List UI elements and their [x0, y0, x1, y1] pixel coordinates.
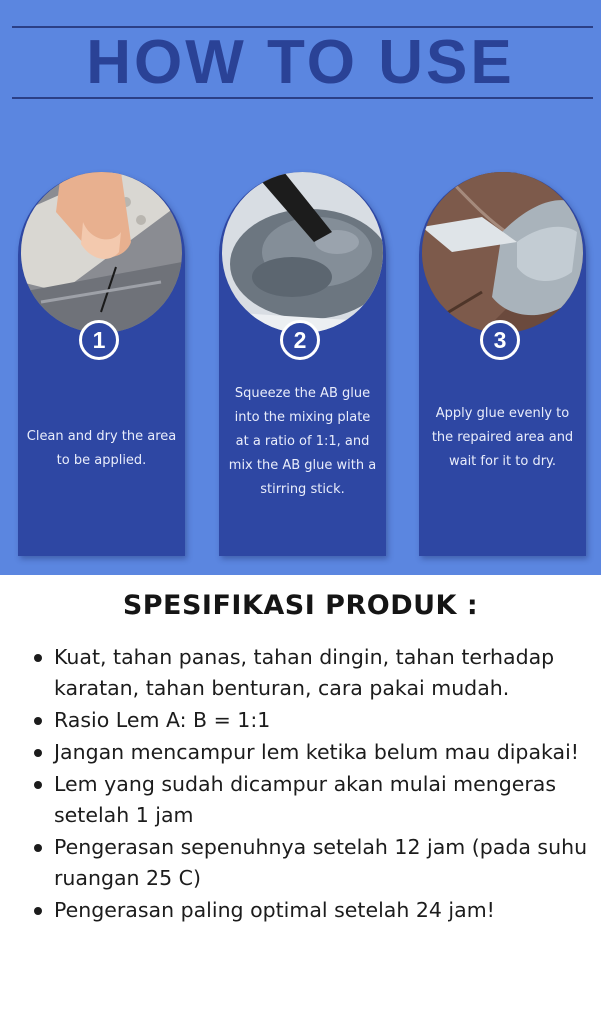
step-description: Squeeze the AB glue into the mixing plate at a ratio of 1:1, and mix the AB glue with a stirring stick.: [228, 386, 377, 497]
spec-item: Pengerasan sepenuhnya setelah 12 jam (pada suhu ruangan 25 C): [30, 832, 590, 894]
spec-item: Rasio Lem A: B = 1:1: [30, 705, 590, 736]
page-title: HOW TO USE: [86, 28, 515, 97]
spec-item: Jangan mencampur lem ketika belum mau dipakai!: [30, 737, 590, 768]
step-number-badge: 2: [280, 320, 320, 360]
step-1-photo-sanding: [21, 172, 182, 333]
step-3-photo-applying: [422, 172, 583, 333]
step-2-photo-mixing: [222, 172, 383, 333]
spec-item: Lem yang sudah dicampur akan mulai mengeras setelah 1 jam: [30, 769, 590, 831]
step-description: Clean and dry the area to be applied.: [26, 429, 177, 468]
step-number-badge: 3: [480, 320, 520, 360]
spec-title: SPESIFIKASI PRODUK :: [122, 590, 479, 621]
step-description: Apply glue evenly to the repaired area and wait for it to dry.: [431, 406, 574, 469]
spec-item: Kuat, tahan panas, tahan dingin, tahan terhadap karatan, tahan benturan, cara pakai mudah.: [30, 642, 590, 704]
step-card-1: [18, 172, 185, 556]
spec-item: Pengerasan paling optimal setelah 24 jam!: [30, 895, 590, 926]
step-card-2: [219, 172, 386, 556]
title-bottom-rule: [12, 97, 593, 99]
spec-list: [30, 642, 590, 927]
step-card-3: [419, 172, 586, 556]
step-number-badge: 1: [79, 320, 119, 360]
